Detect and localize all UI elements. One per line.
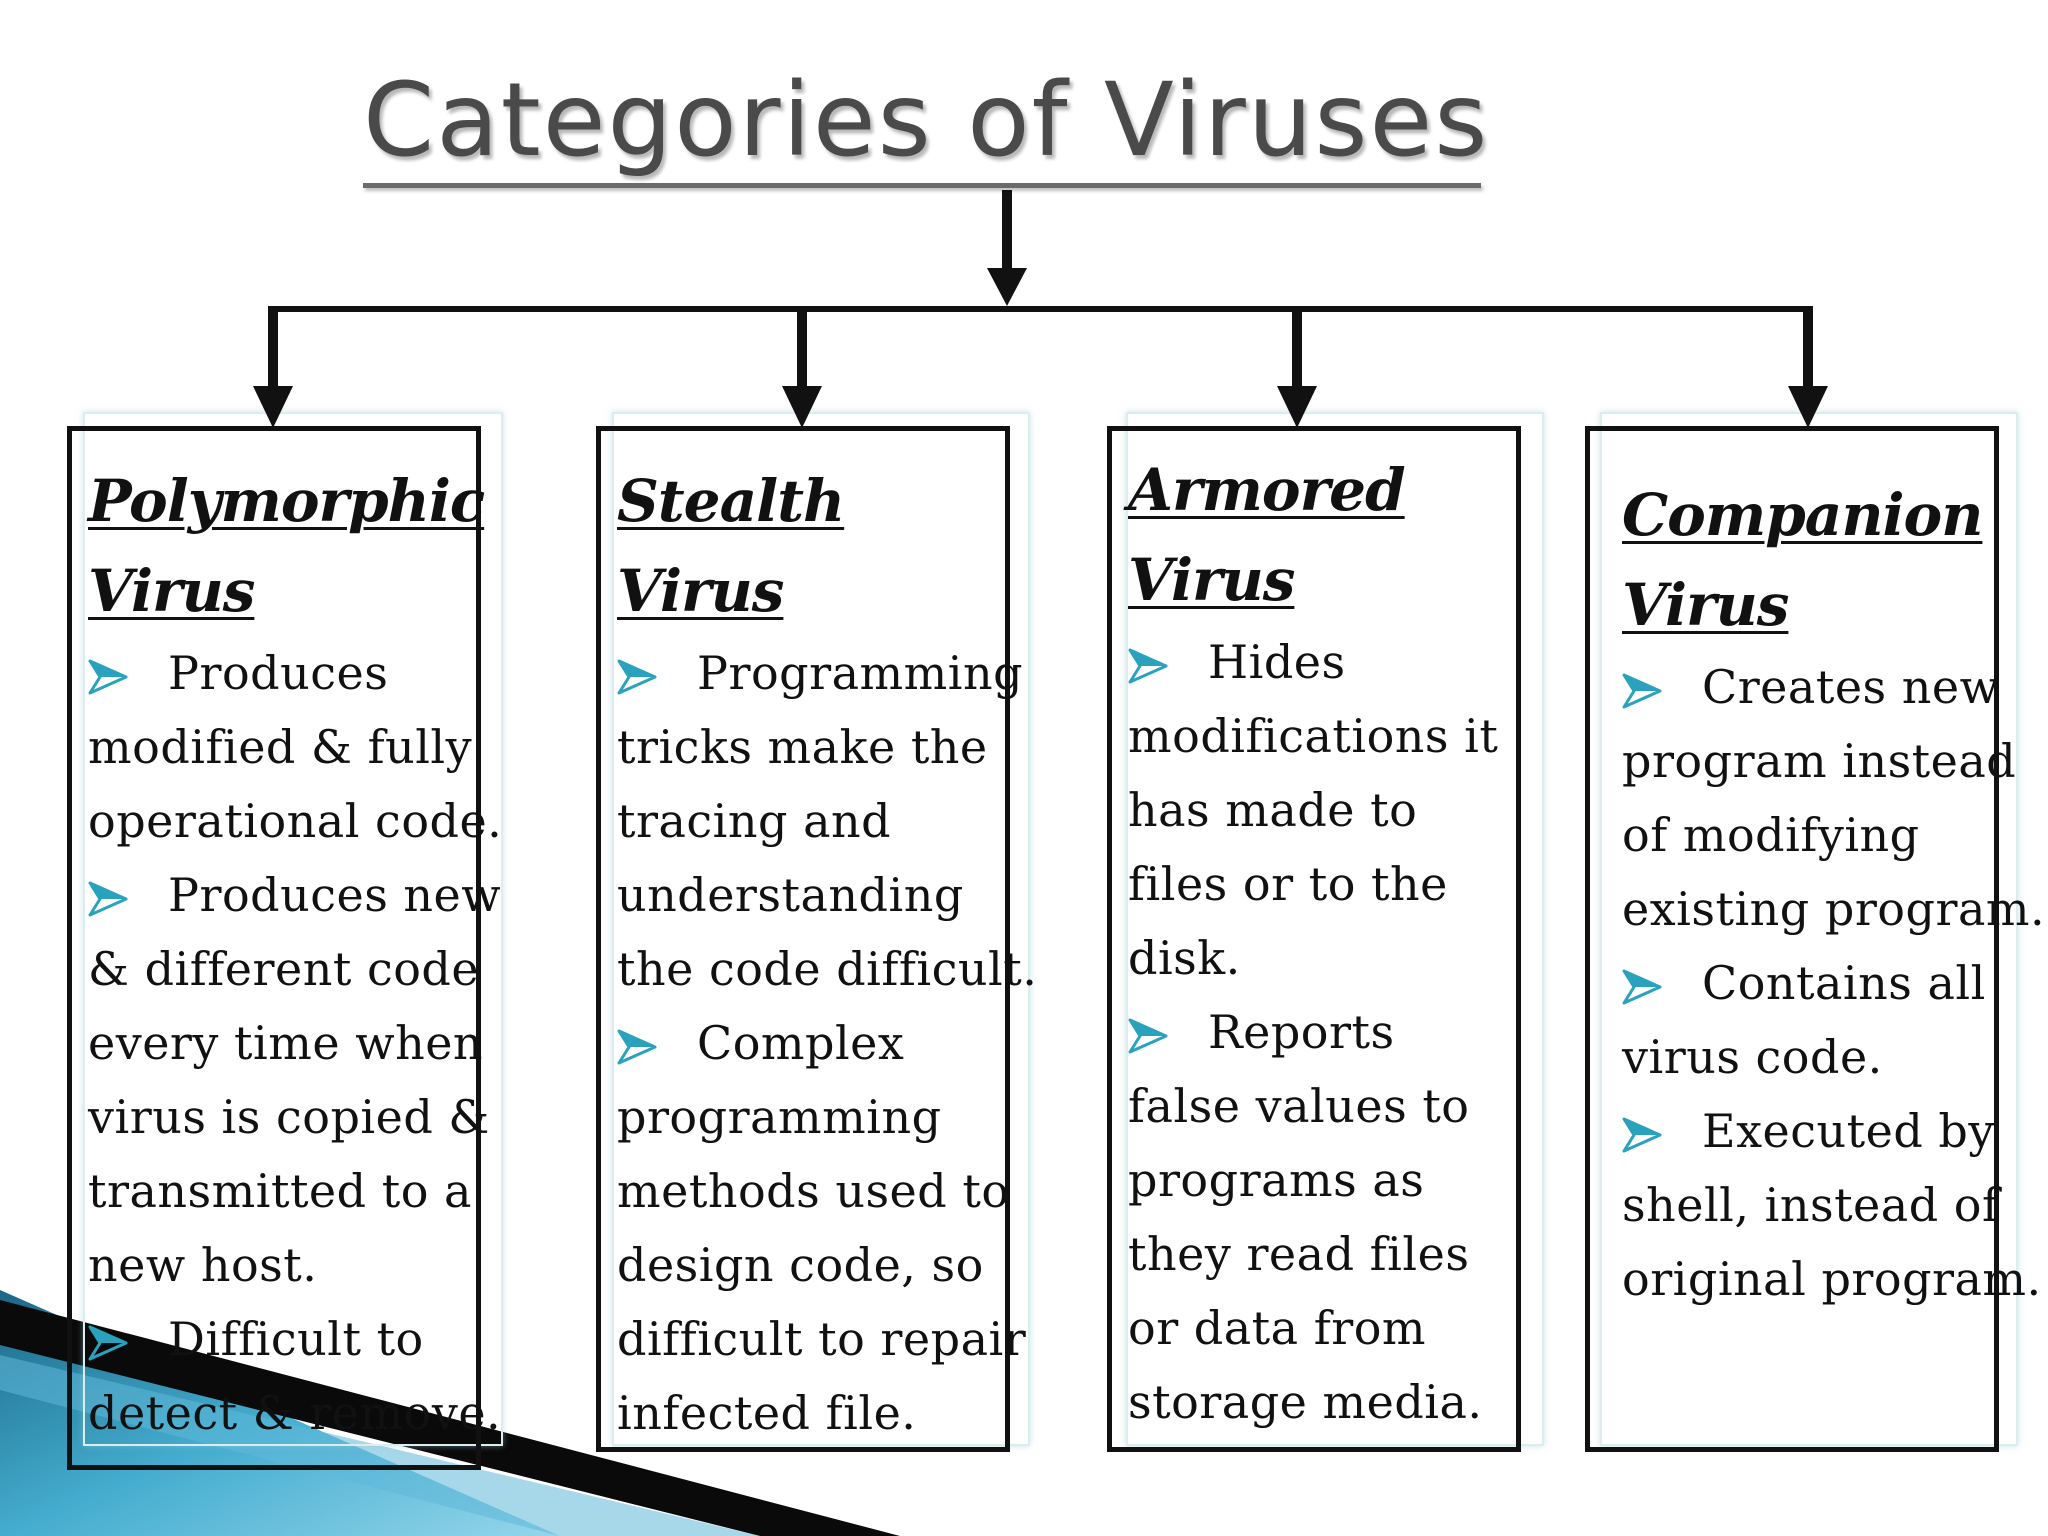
bullet-item	[1128, 625, 1498, 699]
bullet-continuation	[617, 932, 1037, 1006]
bullet-continuation	[88, 710, 502, 784]
bullet-text: they read files	[1128, 1227, 1470, 1281]
bullet-text: tricks make the	[617, 720, 988, 774]
bullet-continuation	[1128, 1291, 1498, 1365]
bullet-text: files or to the	[1128, 857, 1448, 911]
card-heading: Companion	[1622, 481, 1983, 549]
bullet-continuation	[617, 784, 1037, 858]
bullet-item	[617, 1006, 1037, 1080]
bullet-text: or data from	[1128, 1301, 1427, 1355]
bullet-continuation	[617, 1376, 1037, 1450]
bullet-text: Reports	[1208, 1005, 1395, 1059]
bullet-continuation	[1622, 798, 2045, 872]
bullet-continuation	[1622, 724, 2045, 798]
card-heading: Armored	[1128, 456, 1405, 524]
bullet-text: virus is copied &	[88, 1090, 490, 1144]
bullet-item	[88, 636, 502, 710]
bullet-text: modifications it	[1128, 709, 1499, 763]
arrow-bullet-icon	[1128, 646, 1208, 686]
bullet-text: Hides	[1208, 635, 1346, 689]
bullet-text: difficult to repair	[617, 1312, 1027, 1366]
bullet-continuation	[1128, 847, 1498, 921]
bullet-continuation	[88, 784, 502, 858]
card-text-polymorphic	[88, 456, 502, 1450]
bullet-text: Produces	[168, 646, 389, 700]
bullet-text: infected file.	[617, 1386, 917, 1440]
bullet-text: methods used to	[617, 1164, 1010, 1218]
bullet-item	[617, 636, 1037, 710]
bullet-continuation	[88, 1376, 502, 1450]
bullet-continuation	[1128, 921, 1498, 995]
bullet-item	[1622, 650, 2045, 724]
arrow-bullet-icon	[88, 657, 168, 697]
arrow-bullet-icon	[88, 1323, 168, 1363]
bullet-text: Creates new	[1702, 660, 2000, 714]
bullet-text: programming	[617, 1090, 942, 1144]
card-heading: Virus	[88, 557, 255, 625]
arrow-bullet-icon	[617, 657, 697, 697]
bullet-text: virus code.	[1622, 1030, 1883, 1084]
card-text-companion	[1622, 470, 2045, 1316]
bullet-continuation	[88, 1154, 502, 1228]
card-text-stealth	[617, 456, 1037, 1450]
bullet-text: the code difficult.	[617, 942, 1038, 996]
bullet-continuation	[88, 1228, 502, 1302]
bullet-text: Programming	[697, 646, 1024, 700]
title-underline	[363, 183, 1481, 188]
bullet-text: program instead	[1622, 734, 2017, 788]
bullet-item	[1128, 995, 1498, 1069]
bullet-text: new host.	[88, 1238, 318, 1292]
bullet-text: design code, so	[617, 1238, 984, 1292]
arrow-bullet-icon	[1128, 1016, 1208, 1056]
bullet-text: Difficult to	[168, 1312, 424, 1366]
bullet-text: existing program.	[1622, 882, 2046, 936]
bullet-continuation	[1622, 1242, 2045, 1316]
bullet-continuation	[1128, 1365, 1498, 1439]
bullet-continuation	[617, 1154, 1037, 1228]
bullet-text: transmitted to a	[88, 1164, 472, 1218]
bullet-item	[1622, 946, 2045, 1020]
arrow-bullet-icon	[1622, 1115, 1702, 1155]
bullet-text: Executed by	[1702, 1104, 1995, 1158]
bullet-text: has made to	[1128, 783, 1418, 837]
bullet-continuation	[1622, 1020, 2045, 1094]
arrow-bullet-icon	[88, 879, 168, 919]
arrow-bullet-icon	[617, 1027, 697, 1067]
bullet-text: Produces new	[168, 868, 502, 922]
card-heading: Stealth	[617, 467, 845, 535]
page-title: Categories of Viruses	[363, 61, 1490, 180]
bullet-text: Contains all	[1702, 956, 1986, 1010]
arrow-bullet-icon	[1622, 967, 1702, 1007]
bullet-text: programs as	[1128, 1153, 1425, 1207]
bullet-continuation	[617, 1228, 1037, 1302]
bullet-continuation	[88, 1006, 502, 1080]
bullet-continuation	[1128, 699, 1498, 773]
bullet-continuation	[88, 1080, 502, 1154]
bullet-continuation	[1622, 1168, 2045, 1242]
bullet-text: disk.	[1128, 931, 1241, 985]
bullet-text: & different code	[88, 942, 480, 996]
bullet-text: false values to	[1128, 1079, 1470, 1133]
bullet-text: tracing and	[617, 794, 892, 848]
bullet-continuation	[1128, 1069, 1498, 1143]
bullet-continuation	[617, 1302, 1037, 1376]
card-heading: Virus	[1622, 571, 1789, 639]
bullet-continuation	[617, 858, 1037, 932]
bullet-item	[88, 1302, 502, 1376]
bullet-item	[88, 858, 502, 932]
bullet-text: Complex	[697, 1016, 905, 1070]
bullet-continuation	[1622, 872, 2045, 946]
bullet-continuation	[1128, 773, 1498, 847]
card-heading: Polymorphic	[88, 467, 485, 535]
arrow-bullet-icon	[1622, 671, 1702, 711]
bullet-continuation	[1128, 1143, 1498, 1217]
bullet-text: operational code.	[88, 794, 503, 848]
bullet-continuation	[617, 1080, 1037, 1154]
card-heading: Virus	[617, 557, 784, 625]
card-text-armored	[1128, 445, 1498, 1439]
bullet-text: of modifying	[1622, 808, 1920, 862]
bullet-text: storage media.	[1128, 1375, 1483, 1429]
bullet-item	[1622, 1094, 2045, 1168]
bullet-text: understanding	[617, 868, 964, 922]
bullet-text: every time when	[88, 1016, 484, 1070]
bullet-continuation	[1128, 1217, 1498, 1291]
card-heading: Virus	[1128, 546, 1295, 614]
bullet-continuation	[617, 710, 1037, 784]
bullet-continuation	[88, 932, 502, 1006]
bullet-text: modified & fully	[88, 720, 473, 774]
bullet-text: detect & remove.	[88, 1386, 502, 1440]
bullet-text: shell, instead of	[1622, 1178, 2000, 1232]
bullet-text: original program.	[1622, 1252, 2042, 1306]
